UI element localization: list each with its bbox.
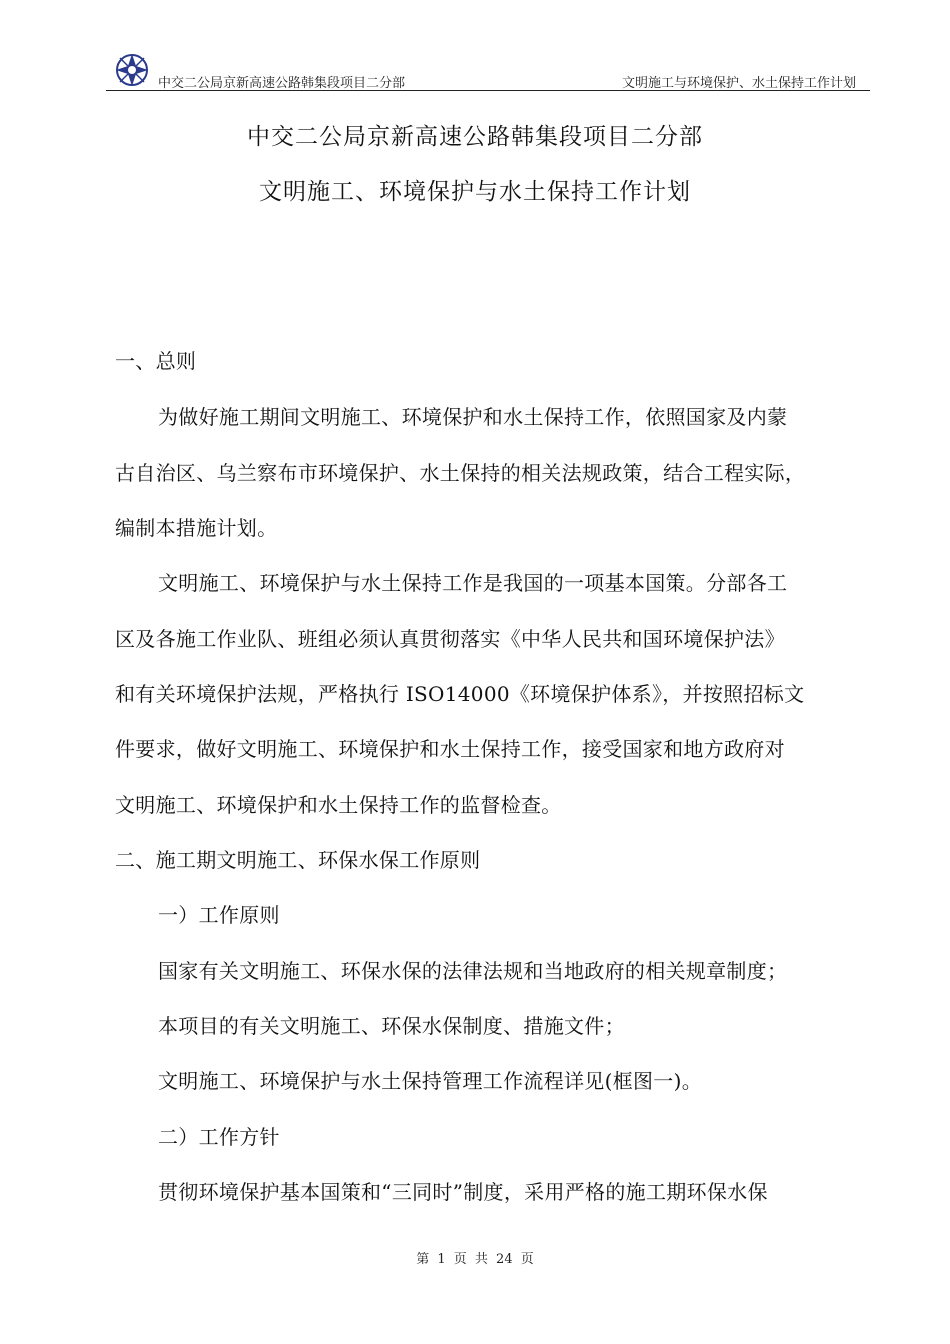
subsection-2-heading: 二）工作方针 — [158, 1125, 280, 1149]
paragraph-1-line: 为做好施工期间文明施工、环境保护和水土保持工作，依照国家及内蒙 — [158, 405, 788, 429]
document-title-line-2: 文明施工、环境保护与水土保持工作计划 — [259, 179, 691, 205]
principle-item: 本项目的有关文明施工、环保水保制度、措施文件； — [158, 1014, 625, 1038]
header-right-text: 文明施工与环境保护、水土保持工作计划 — [621, 76, 856, 91]
section-1-heading: 一、总则 — [115, 349, 197, 373]
page-number-footer: 第 1 页 共 24 页 — [416, 1252, 534, 1267]
paragraph-1-line: 古自治区、乌兰察布市环境保护、水土保持的相关法规政策，结合工程实际， — [115, 461, 806, 485]
paragraph-2-line: 文明施工、环境保护和水土保持工作的监督检查。 — [115, 793, 562, 817]
subsection-1-heading: 一）工作原则 — [158, 903, 280, 927]
company-logo-icon — [114, 52, 150, 88]
section-2-heading: 二、施工期文明施工、环保水保工作原则 — [115, 848, 481, 872]
header-left-text: 中交二公局京新高速公路韩集段项目二分部 — [158, 76, 406, 91]
policy-paragraph-line: 贯彻环境保护基本国策和“三同时”制度，采用严格的施工期环保水保 — [158, 1180, 768, 1204]
paragraph-2-line: 件要求，做好文明施工、环境保护和水土保持工作，接受国家和地方政府对 — [115, 737, 785, 761]
page-header — [106, 50, 870, 91]
paragraph-1-line: 编制本措施计划。 — [115, 516, 278, 540]
paragraph-2-line: 文明施工、环境保护与水土保持工作是我国的一项基本国策。分部各工 — [158, 571, 788, 595]
document-title-line-1: 中交二公局京新高速公路韩集段项目二分部 — [247, 124, 703, 150]
principle-item: 文明施工、环境保护与水土保持管理工作流程详见(框图一)。 — [158, 1069, 703, 1093]
paragraph-2-line: 区及各施工作业队、班组必须认真贯彻落实《中华人民共和国环境保护法》 — [115, 627, 785, 651]
principle-item: 国家有关文明施工、环保水保的法律法规和当地政府的相关规章制度； — [158, 959, 788, 983]
paragraph-2-line: 和有关环境保护法规，严格执行 ISO14000《环境保护体系》，并按照招标文 — [115, 682, 805, 706]
